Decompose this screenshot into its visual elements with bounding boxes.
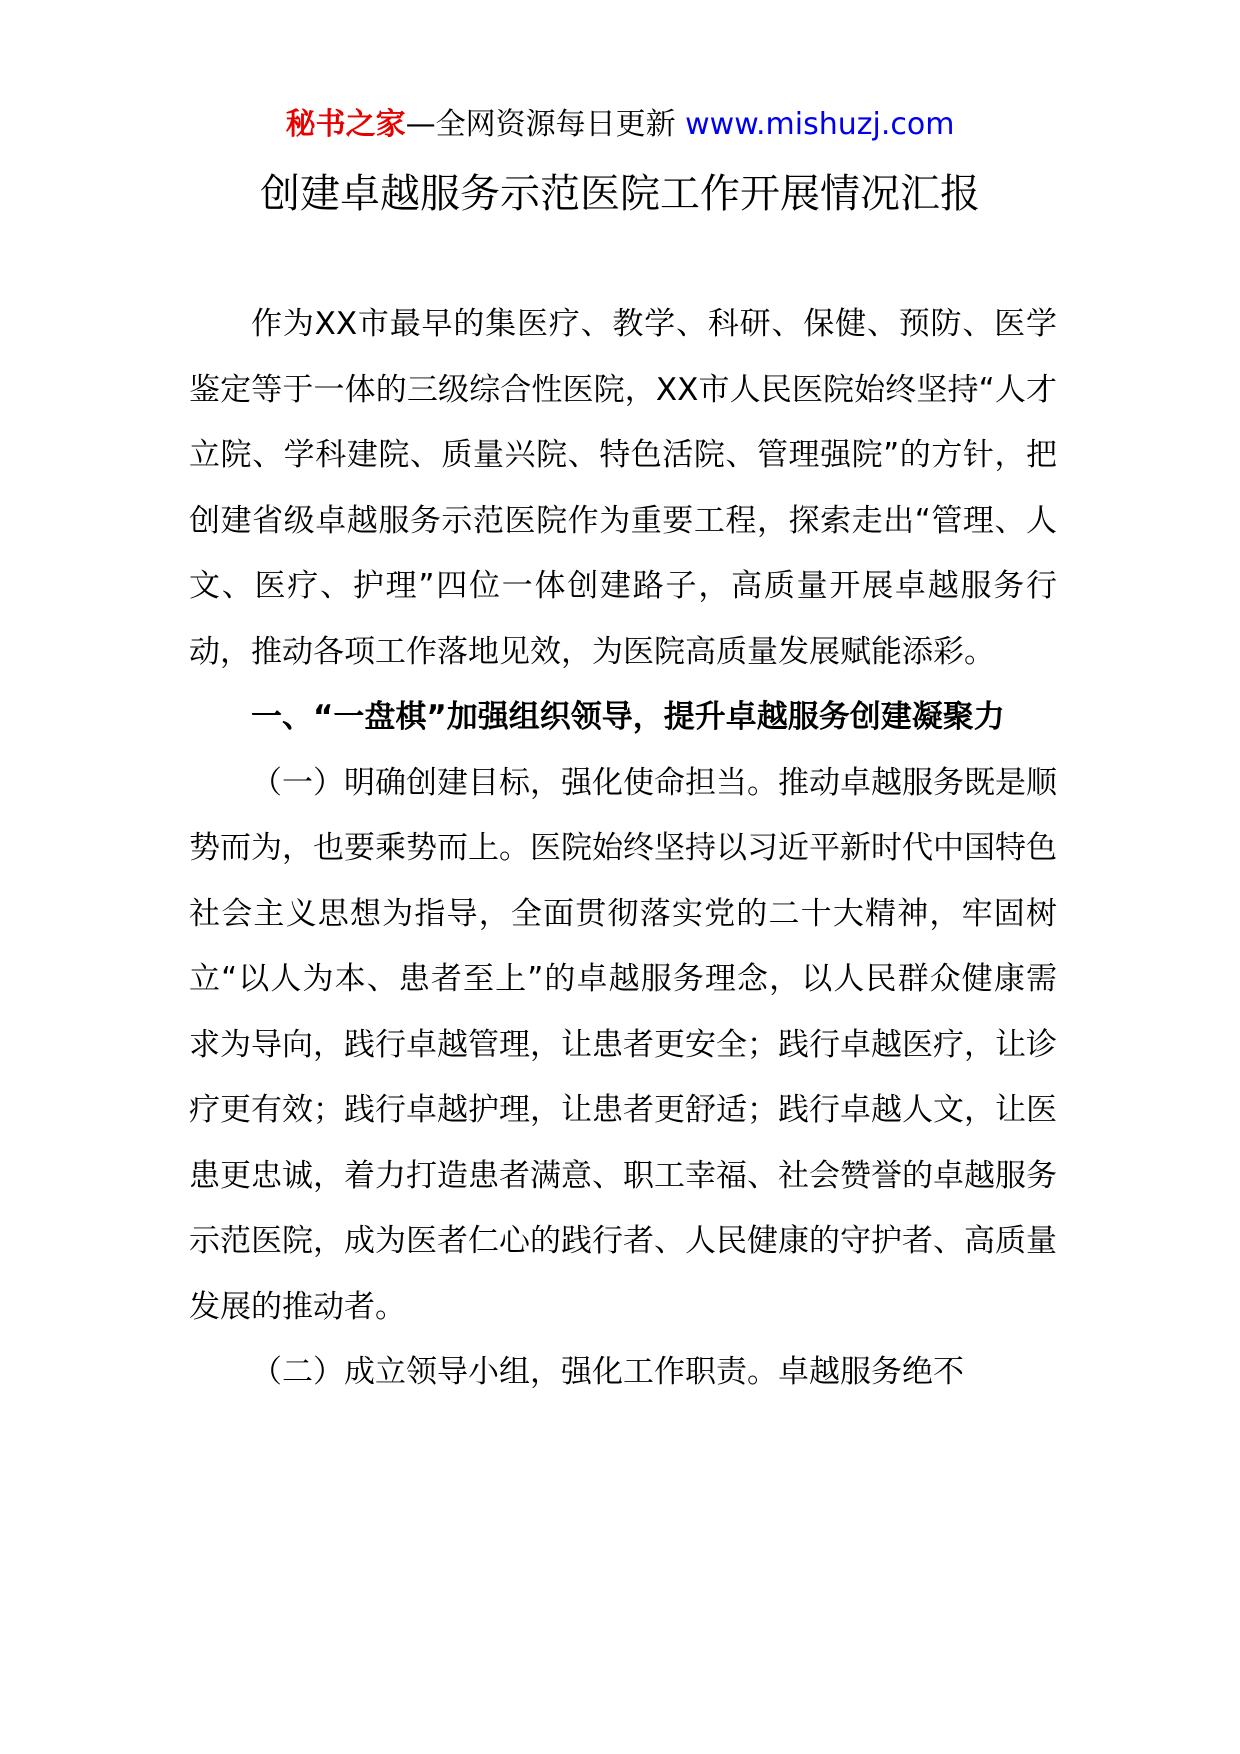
brand-name: 秘书之家: [285, 107, 406, 142]
section-heading-1: 一、“一盘棋”加强组织领导，提升卓越服务创建凝聚力: [251, 699, 1005, 735]
document-body: [189, 292, 1057, 1406]
intro-paragraph: 作为XX市最早的集医疗、教学、科研、保健、预防、医学鉴定等于一体的三级综合性医院，XX市人民医院始终坚持“人才立院、学科建院、质量兴院、特色活院、管理强院”的方针，把创建省级卓越服务示范医院作为重要工程，探索走出“管理、人文、医疗、护理”四位一体创建路子，高质量开展卓越服务行动，推动各项工作落地见效，为医院高质量发展赋能添彩。: [189, 306, 1057, 670]
document-title: 创建卓越服务示范医院工作开展情况汇报: [260, 171, 980, 217]
site-header: [0, 100, 1240, 150]
site-url-link[interactable]: www.mishuzj.com: [685, 107, 955, 142]
subsection-paragraph-2: （二）成立领导小组，强化工作职责。卓越服务绝不: [251, 1354, 964, 1390]
header-slogan: —全网资源每日更新: [405, 107, 676, 142]
subsection-paragraph-1: （一）明确创建目标，强化使命担当。推动卓越服务既是顺势而为，也要乘势而上。医院始终坚持以习近平新时代中国特色社会主义思想为指导，全面贯彻落实党的二十大精神，牢固树立“以人为本、患者至上”的卓越服务理念，以人民群众健康需求为导向，践行卓越管理，让患者更安全；践行卓越医疗，让诊疗更有效；践行卓越护理，让患者更舒适；践行卓越人文，让医患更忠诚，着力打造患者满意、职工幸福、社会赞誉的卓越服务示范医院，成为医者仁心的践行者、人民健康的守护者、高质量发展的推动者。: [189, 764, 1057, 1325]
